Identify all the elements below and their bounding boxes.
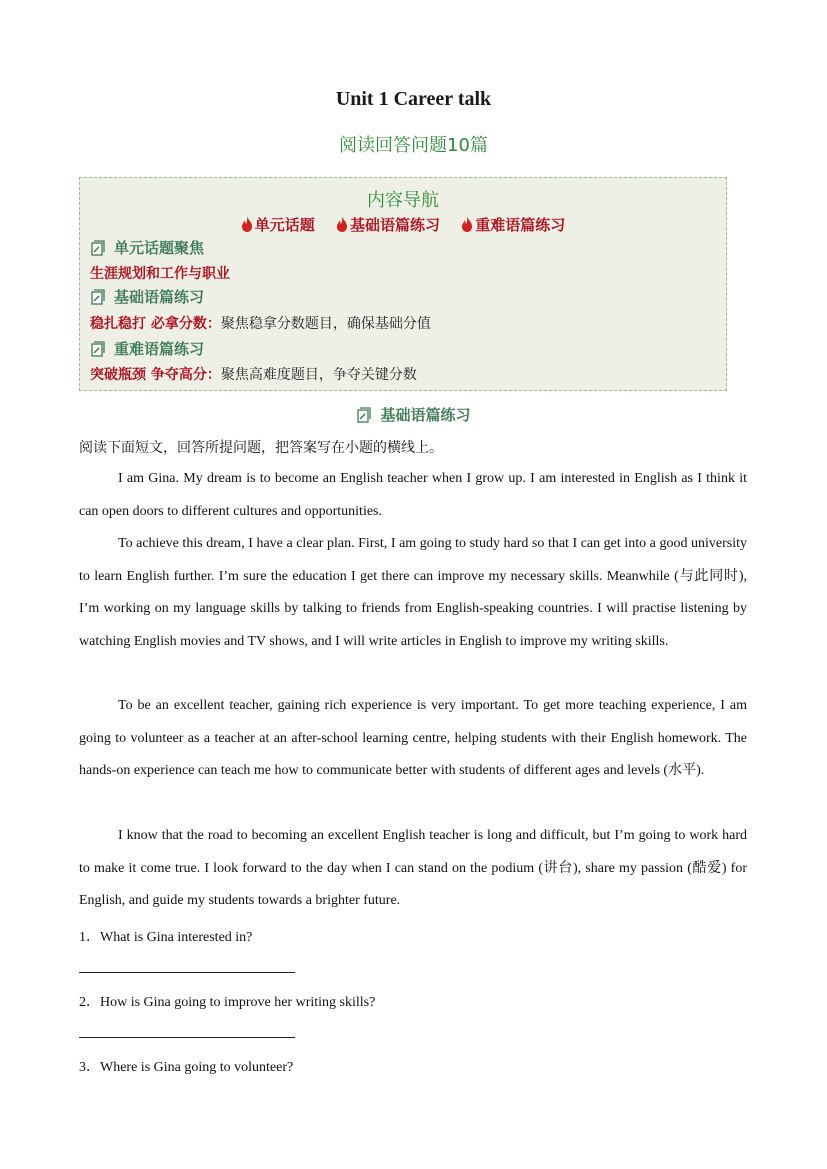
nav-tab-advanced[interactable]	[461, 214, 565, 235]
nav-section-heading-label: 基础语篇练习	[114, 288, 205, 306]
nav-section-desc-bold: 突破瓶颈 争夺高分：	[90, 367, 221, 383]
question-3: 3．Where is Gina going to volunteer?	[79, 1060, 294, 1075]
nav-section-heading-3[interactable]	[90, 338, 204, 359]
section-heading	[0, 404, 827, 425]
nav-tab-basic[interactable]	[336, 214, 440, 235]
nav-tab-label: 基础语篇练习	[349, 216, 440, 234]
question-1: 1．What is Gina interested in?	[79, 930, 253, 945]
nav-section-desc-1: 生涯规划和工作与职业	[90, 266, 230, 282]
flame-icon	[241, 216, 253, 232]
nav-section-desc-3	[90, 364, 417, 384]
content-navigation-box	[79, 177, 727, 391]
nav-section-heading-label: 单元话题聚焦	[114, 239, 205, 257]
passage-paragraph-2: To achieve this dream, I have a clear plan. First, I am going to study hard so that I can get into a good university to learn English further. I’m sure the education I get there can improve my necessary skills. Meanwhile (与此同时), I’m working on my language skills by talking to friends from English-speaking countries. I will practise listening by watching English movies and TV shows, and I will write articles in English to improve my writing skills.	[79, 536, 747, 649]
passage-paragraph-1: I am Gina. My dream is to become an English teacher when I grow up. I am interested in English as I think it can open doors to different cultures and opportunities.	[79, 471, 747, 519]
passage-paragraph-4: I know that the road to becoming an excellent English teacher is long and difficult, but I’m going to work hard to make it come true. I look forward to the day when I can stand on the podium (讲台), share my passion (酷爱) for English, and guide my students towards a brighter future.	[79, 828, 747, 908]
answer-line-2[interactable]	[79, 1037, 295, 1038]
nav-section-desc-text: 聚焦稳拿分数题目，确保基础分值	[220, 316, 431, 332]
nav-section-heading-label: 重难语篇练习	[114, 340, 205, 358]
nav-tab-label: 重难语篇练习	[475, 216, 566, 234]
page-title: Unit 1 Career talk	[335, 88, 492, 110]
nav-section-heading-2[interactable]	[90, 286, 204, 307]
instruction-text: 阅读下面短文，回答所提问题，把答案写在小题的横线上。	[79, 440, 443, 456]
question-2: 2．How is Gina going to improve her writing skills?	[79, 995, 376, 1010]
flame-icon	[336, 216, 348, 232]
document-edit-icon	[90, 341, 106, 357]
nav-section-desc-bold: 稳扎稳打 必拿分数：	[90, 316, 221, 332]
nav-tabs	[80, 214, 726, 235]
flame-icon	[461, 216, 473, 232]
section-heading-label: 基础语篇练习	[380, 406, 471, 424]
nav-section-desc-2	[90, 313, 431, 333]
nav-section-heading-1[interactable]	[90, 237, 204, 258]
nav-section-desc-text: 聚焦高难度题目，争夺关键分数	[220, 367, 417, 383]
nav-tab-topic[interactable]	[241, 214, 315, 235]
document-edit-icon	[90, 240, 106, 256]
nav-title: 内容导航	[367, 190, 439, 211]
document-edit-icon	[356, 407, 372, 423]
page-subtitle: 阅读回答问题10篇	[339, 135, 488, 156]
document-edit-icon	[90, 289, 106, 305]
nav-tab-label: 单元话题	[254, 216, 315, 234]
answer-line-1[interactable]	[79, 972, 295, 973]
passage-paragraph-3: To be an excellent teacher, gaining rich experience is very important. To get more teaching experience, I am going to volunteer as a teacher at an after-school learning centre, helping students with their English homework. The hands-on experience can teach me how to communicate better with students of different ages and levels (水平).	[79, 698, 747, 778]
